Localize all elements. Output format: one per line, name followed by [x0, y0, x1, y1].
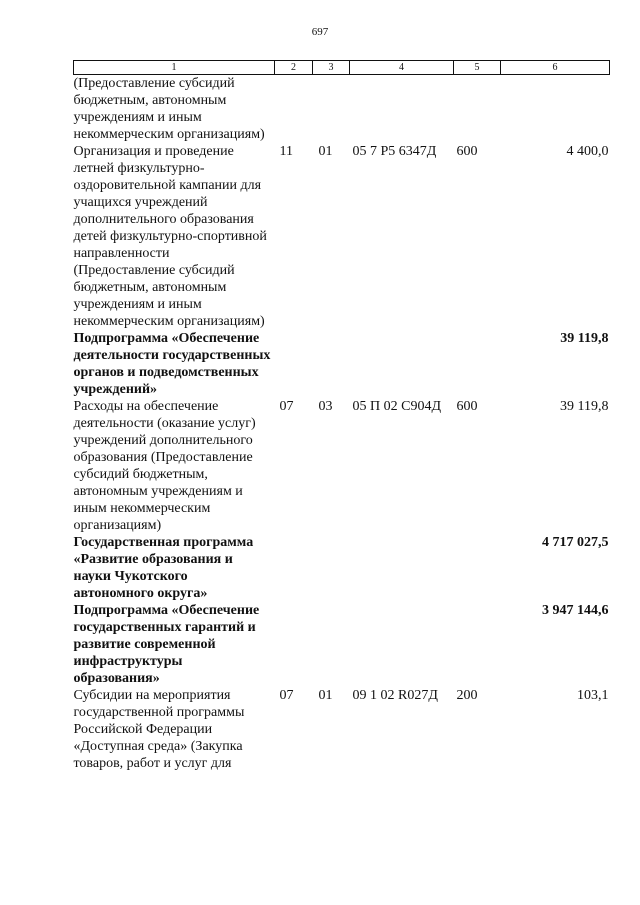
table-row [74, 398, 610, 534]
row-target-article [350, 534, 454, 602]
budget-table [73, 60, 610, 772]
row-subsection: 01 [318, 144, 333, 159]
row-target-article: 09 1 02 R027Д [352, 688, 438, 703]
row-description: Субсидии на мероприятия государственной программы Российской Федерации «Доступная среда» (Закупка товаров, работ и услуг для [73, 688, 245, 771]
row-description: (Предоставление субсидий бюджетным, автономным учреждениям и иным некоммерческим организациям) [73, 76, 265, 142]
col-header-6: 6 [501, 61, 610, 75]
row-amount: 4 717 027,5 [542, 535, 609, 550]
col-header-3: 3 [313, 61, 350, 75]
table-row [74, 330, 610, 398]
table-row [74, 534, 610, 602]
row-expense-type: 600 [456, 399, 478, 414]
row-subsection: 01 [318, 688, 333, 703]
row-section [275, 75, 313, 144]
row-expense-type: 600 [456, 144, 478, 159]
col-header-2: 2 [275, 61, 313, 75]
row-amount: 39 119,8 [560, 331, 609, 346]
row-description: Организация и проведение летней физкультурно-оздоровительной кампании для учащихся учреждений дополнительного образования детей физкультурно-спортивной направленности (Предоставление субсидий бюджетным, автономным учреждениям и иным некоммерческим организациям) [73, 144, 267, 329]
row-expense-type [454, 602, 501, 687]
row-amount: 4 400,0 [566, 144, 609, 159]
table-row [74, 143, 610, 330]
row-subsection [313, 75, 350, 144]
row-section [275, 330, 313, 398]
row-expense-type [454, 534, 501, 602]
row-expense-type [454, 75, 501, 144]
page-number: 697 [311, 26, 329, 38]
row-subsection [313, 602, 350, 687]
row-target-article [350, 75, 454, 144]
table-row [74, 602, 610, 687]
row-target-article: 05 7 P5 6347Д [352, 144, 437, 159]
row-subsection: 03 [318, 399, 333, 414]
row-target-article [350, 330, 454, 398]
row-expense-type [454, 330, 501, 398]
row-section [275, 602, 313, 687]
row-description: Государственная программа «Развитие образования и науки Чукотского автономного округа» [73, 535, 254, 601]
row-description: Расходы на обеспечение деятельности (оказание услуг) учреждений дополнительного образования (Предоставление субсидий бюджетным, автономным учреждениям и иным некоммерческим организациям) [73, 399, 256, 533]
col-header-1: 1 [74, 61, 275, 75]
row-amount [501, 75, 610, 144]
row-description: Подпрограмма «Обеспечение государственных гарантий и развитие современной инфраструктуры образования» [73, 603, 260, 686]
row-subsection [313, 330, 350, 398]
row-target-article [350, 602, 454, 687]
table-row [74, 687, 610, 772]
row-section: 07 [279, 688, 294, 703]
row-section: 11 [279, 144, 293, 159]
row-section [275, 534, 313, 602]
row-subsection [313, 534, 350, 602]
row-amount: 103,1 [577, 688, 609, 703]
row-description: Подпрограмма «Обеспечение деятельности государственных органов и подведомственных учреждений» [73, 331, 271, 397]
col-header-5: 5 [454, 61, 501, 75]
table-row [74, 75, 610, 144]
col-header-4: 4 [350, 61, 454, 75]
row-section: 07 [279, 399, 294, 414]
row-expense-type: 200 [456, 688, 478, 703]
row-amount: 3 947 144,6 [542, 603, 609, 618]
column-number-header [74, 61, 610, 75]
row-target-article: 05 П 02 С904Д [352, 399, 441, 414]
row-amount: 39 119,8 [560, 399, 609, 414]
